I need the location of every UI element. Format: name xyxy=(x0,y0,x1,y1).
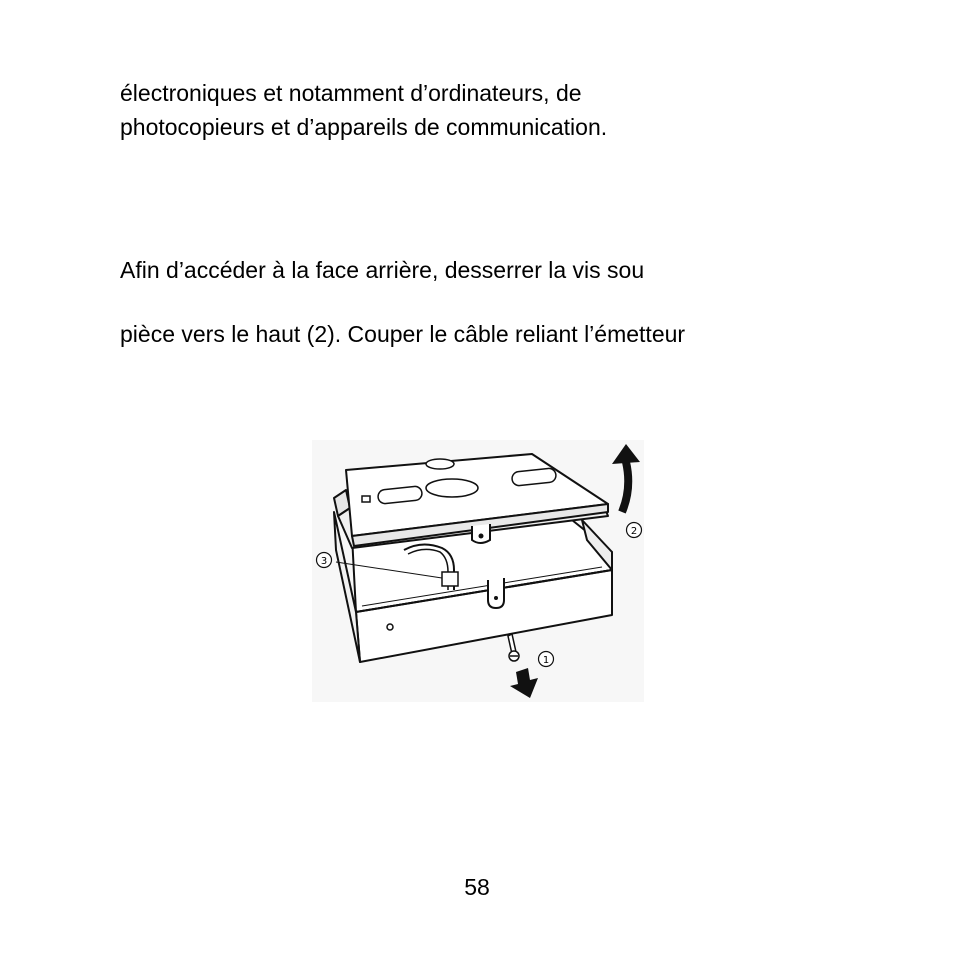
enclosure-illustration xyxy=(312,440,644,702)
screw-hole xyxy=(387,624,393,630)
hinge-clip xyxy=(488,578,504,608)
callout-2 xyxy=(627,523,642,538)
paragraph-cable: pièce vers le haut (2). Couper le câble reliant l’émetteur xyxy=(120,321,686,347)
svg-text:1: 1 xyxy=(542,655,550,666)
svg-text:3: 3 xyxy=(320,556,328,567)
svg-text:2: 2 xyxy=(630,526,638,537)
paragraph-access: Afin d’accéder à la face arrière, desserrer la vis sou xyxy=(120,257,645,283)
text-line: électroniques et notamment d’ordinateurs, de xyxy=(120,80,582,106)
text-line: photocopieurs et d’appareils de communication. xyxy=(120,114,608,140)
callout-3 xyxy=(317,553,332,568)
paragraph-intro xyxy=(120,76,607,144)
page-number: 58 xyxy=(464,874,490,900)
callout-1 xyxy=(539,652,554,667)
